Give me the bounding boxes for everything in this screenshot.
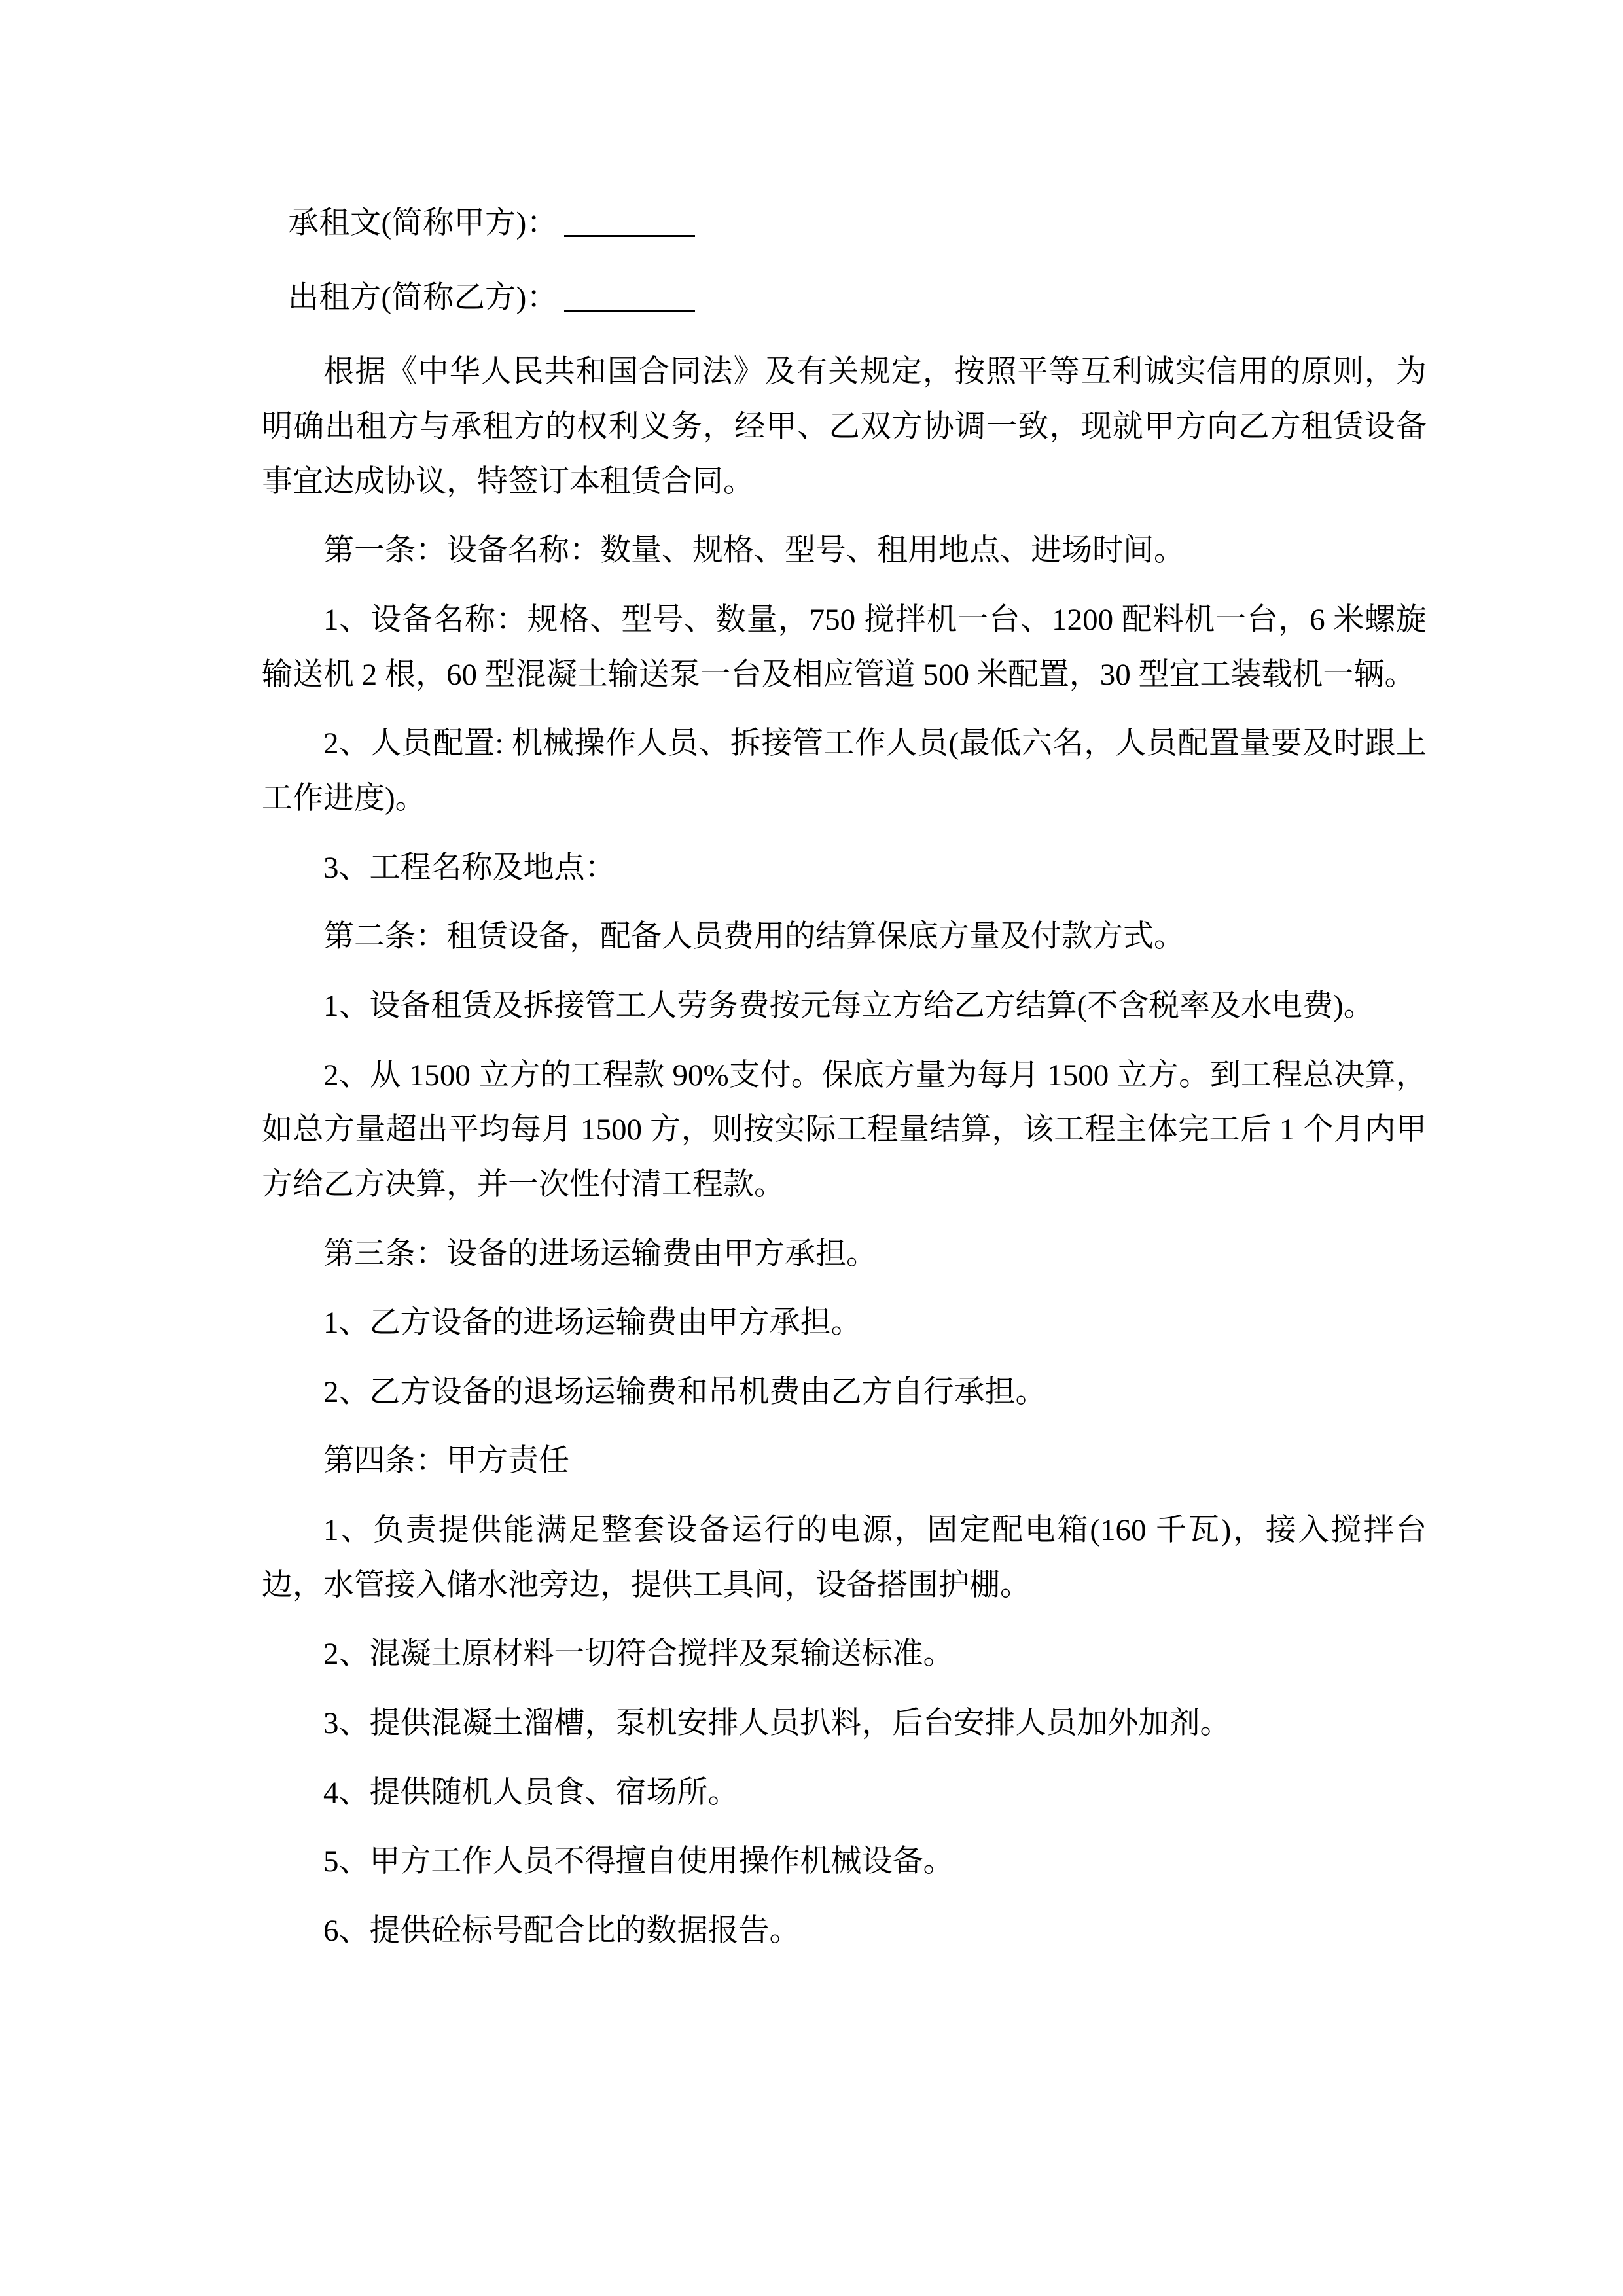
party-line-jiafang — [262, 196, 1427, 251]
paragraph-article-4-item-5: 5、甲方工作人员不得擅自使用操作机械设备。 — [323, 1844, 954, 1879]
paragraph-article-1-item-1: 1、设备名称：规格、型号、数量，750 搅拌机一台、1200 配料机一台，6 米螺旋输送机 2 根，60 型混凝土输送泵一台及相应管道 500 米配置，30 型宜工装载机一辆。 — [262, 602, 1427, 692]
paragraph-article-2-item-2: 2、从 1500 立方的工程款 90%支付。保底方量为每月 1500 立方。到工程总决算，如总方量超出平均每月 1500 方，则按实际工程量结算，该工程主体完工后 1 个月内甲方给乙方决算，并一次性付清工程款。 — [262, 1058, 1427, 1202]
paragraph-article-3-item-1: 1、乙方设备的进场运输费由甲方承担。 — [323, 1306, 862, 1340]
party-label-yifang: 出租方(简称乙方)： — [288, 280, 558, 315]
paragraph-article-4-item-4: 4、提供随机人员食、宿场所。 — [323, 1775, 739, 1810]
party-line-yifang — [262, 271, 1427, 326]
party-blank-yifang[interactable] — [564, 310, 695, 312]
paragraph-article-2-title: 第二条：租赁设备，配备人员费用的结算保底方量及付款方式。 — [323, 920, 1185, 954]
paragraph-article-2-item-1: 1、设备租赁及拆接管工人劳务费按元每立方给乙方结算(不含税率及水电费)。 — [323, 988, 1374, 1023]
paragraph-article-1-title: 第一条：设备名称：数量、规格、型号、租用地点、进场时间。 — [323, 533, 1185, 568]
paragraph-article-4-item-1: 1、负责提供能满足整套设备运行的电源，固定配电箱(160 千瓦)，接入搅拌台边，水管接入储水池旁边，提供工具间，设备搭围护棚。 — [262, 1513, 1427, 1602]
paragraph-article-3-title: 第三条：设备的进场运输费由甲方承担。 — [323, 1236, 877, 1271]
paragraph-preamble: 根据《中华人民共和国合同法》及有关规定，按照平等互利诚实信用的原则，为明确出租方与承租方的权利义务，经甲、乙双方协调一致，现就甲方向乙方租赁设备事宜达成协议，特签订本租赁合同。 — [262, 355, 1427, 499]
document-body — [262, 196, 1427, 1959]
party-blank-jiafang[interactable] — [564, 235, 695, 237]
paragraph-article-1-item-3: 3、工程名称及地点： — [323, 850, 616, 885]
paragraph-article-4-item-6: 6、提供砼标号配合比的数据报告。 — [323, 1914, 800, 1948]
party-label-jiafang: 承租文(简称甲方)： — [288, 206, 558, 240]
paragraph-article-4-item-3: 3、提供混凝土溜槽，泵机安排人员扒料，后台安排人员加外加剂。 — [323, 1706, 1231, 1741]
paragraph-article-1-item-2: 2、人员配置: 机械操作人员、拆接管工作人员(最低六名，人员配置量要及时跟上工作进度)。 — [262, 726, 1427, 816]
paragraph-article-4-item-2: 2、混凝土原材料一切符合搅拌及泵输送标准。 — [323, 1637, 954, 1672]
paragraph-article-3-item-2: 2、乙方设备的退场运输费和吊机费由乙方自行承担。 — [323, 1374, 1046, 1409]
paragraph-article-4-title: 第四条：甲方责任 — [323, 1444, 569, 1479]
